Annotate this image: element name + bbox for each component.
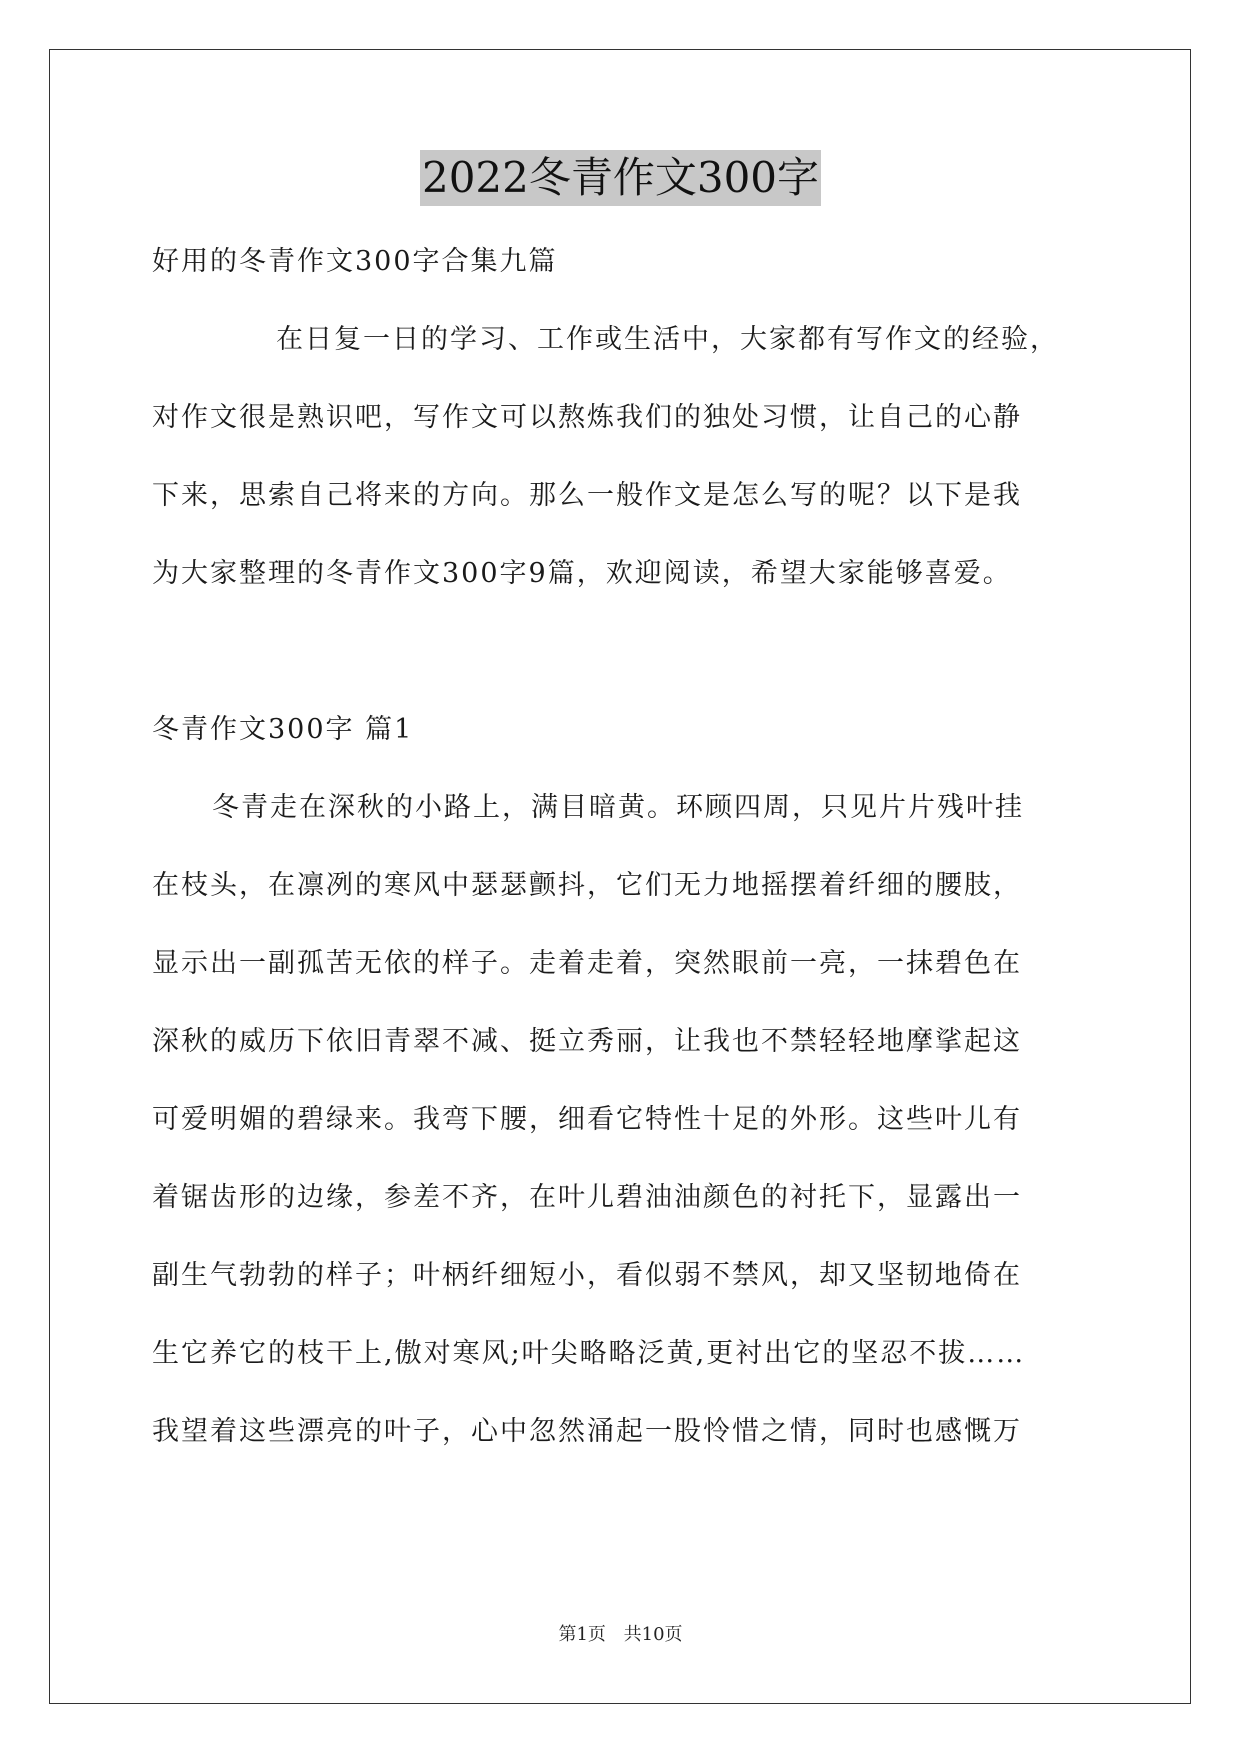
page-total: 共10页 [623,1624,683,1645]
body-line: 副生气勃勃的样子；叶柄纤细短小，看似弱不禁风，却又坚韧地倚在 [152,1260,1022,1291]
intro-line: 下来，思索自己将来的方向。那么一般作文是怎么写的呢？以下是我 [152,480,1022,511]
body-line: 显示出一副孤苦无依的样子。走着走着，突然眼前一亮，一抹碧色在 [152,948,1022,979]
body-line: 着锯齿形的边缘，参差不齐，在叶儿碧油油颜色的衬托下，显露出一 [152,1182,1022,1213]
title-container [0,150,1241,206]
document-subtitle: 好用的冬青作文300字合集九篇 [152,246,558,277]
body-line: 深秋的威历下依旧青翠不减、挺立秀丽，让我也不禁轻轻地摩挲起这 [152,1026,1022,1057]
document-body [152,237,1092,1485]
intro-line: 对作文很是熟识吧，写作文可以熬炼我们的独处习惯，让自己的心静 [152,402,1022,433]
body-line: 在枝头，在凛冽的寒风中瑟瑟颤抖，它们无力地摇摆着纤细的腰肢， [152,870,1022,901]
body-line: 冬青走在深秋的小路上，满目暗黄。环顾四周，只见片片残叶挂 [212,792,1024,823]
document-title: 2022冬青作文300字 [420,150,821,206]
body-line: 可爱明媚的碧绿来。我弯下腰，细看它特性十足的外形。这些叶儿有 [152,1104,1022,1135]
body-line: 生它养它的枝干上,傲对寒风;叶尖略略泛黄,更衬出它的坚忍不拔…… [152,1338,1026,1369]
paragraph-gap [152,627,1092,705]
body-line: 我望着这些漂亮的叶子，心中忽然涌起一股怜惜之情，同时也感慨万 [152,1416,1022,1447]
section-heading: 冬青作文300字 篇1 [152,714,414,745]
intro-line: 在日复一日的学习、工作或生活中，大家都有写作文的经验， [276,324,1059,355]
page-footer [0,1620,1241,1646]
intro-line: 为大家整理的冬青作文300字9篇，欢迎阅读，希望大家能够喜爱。 [152,558,1012,589]
page-number: 第1页 [558,1624,606,1645]
